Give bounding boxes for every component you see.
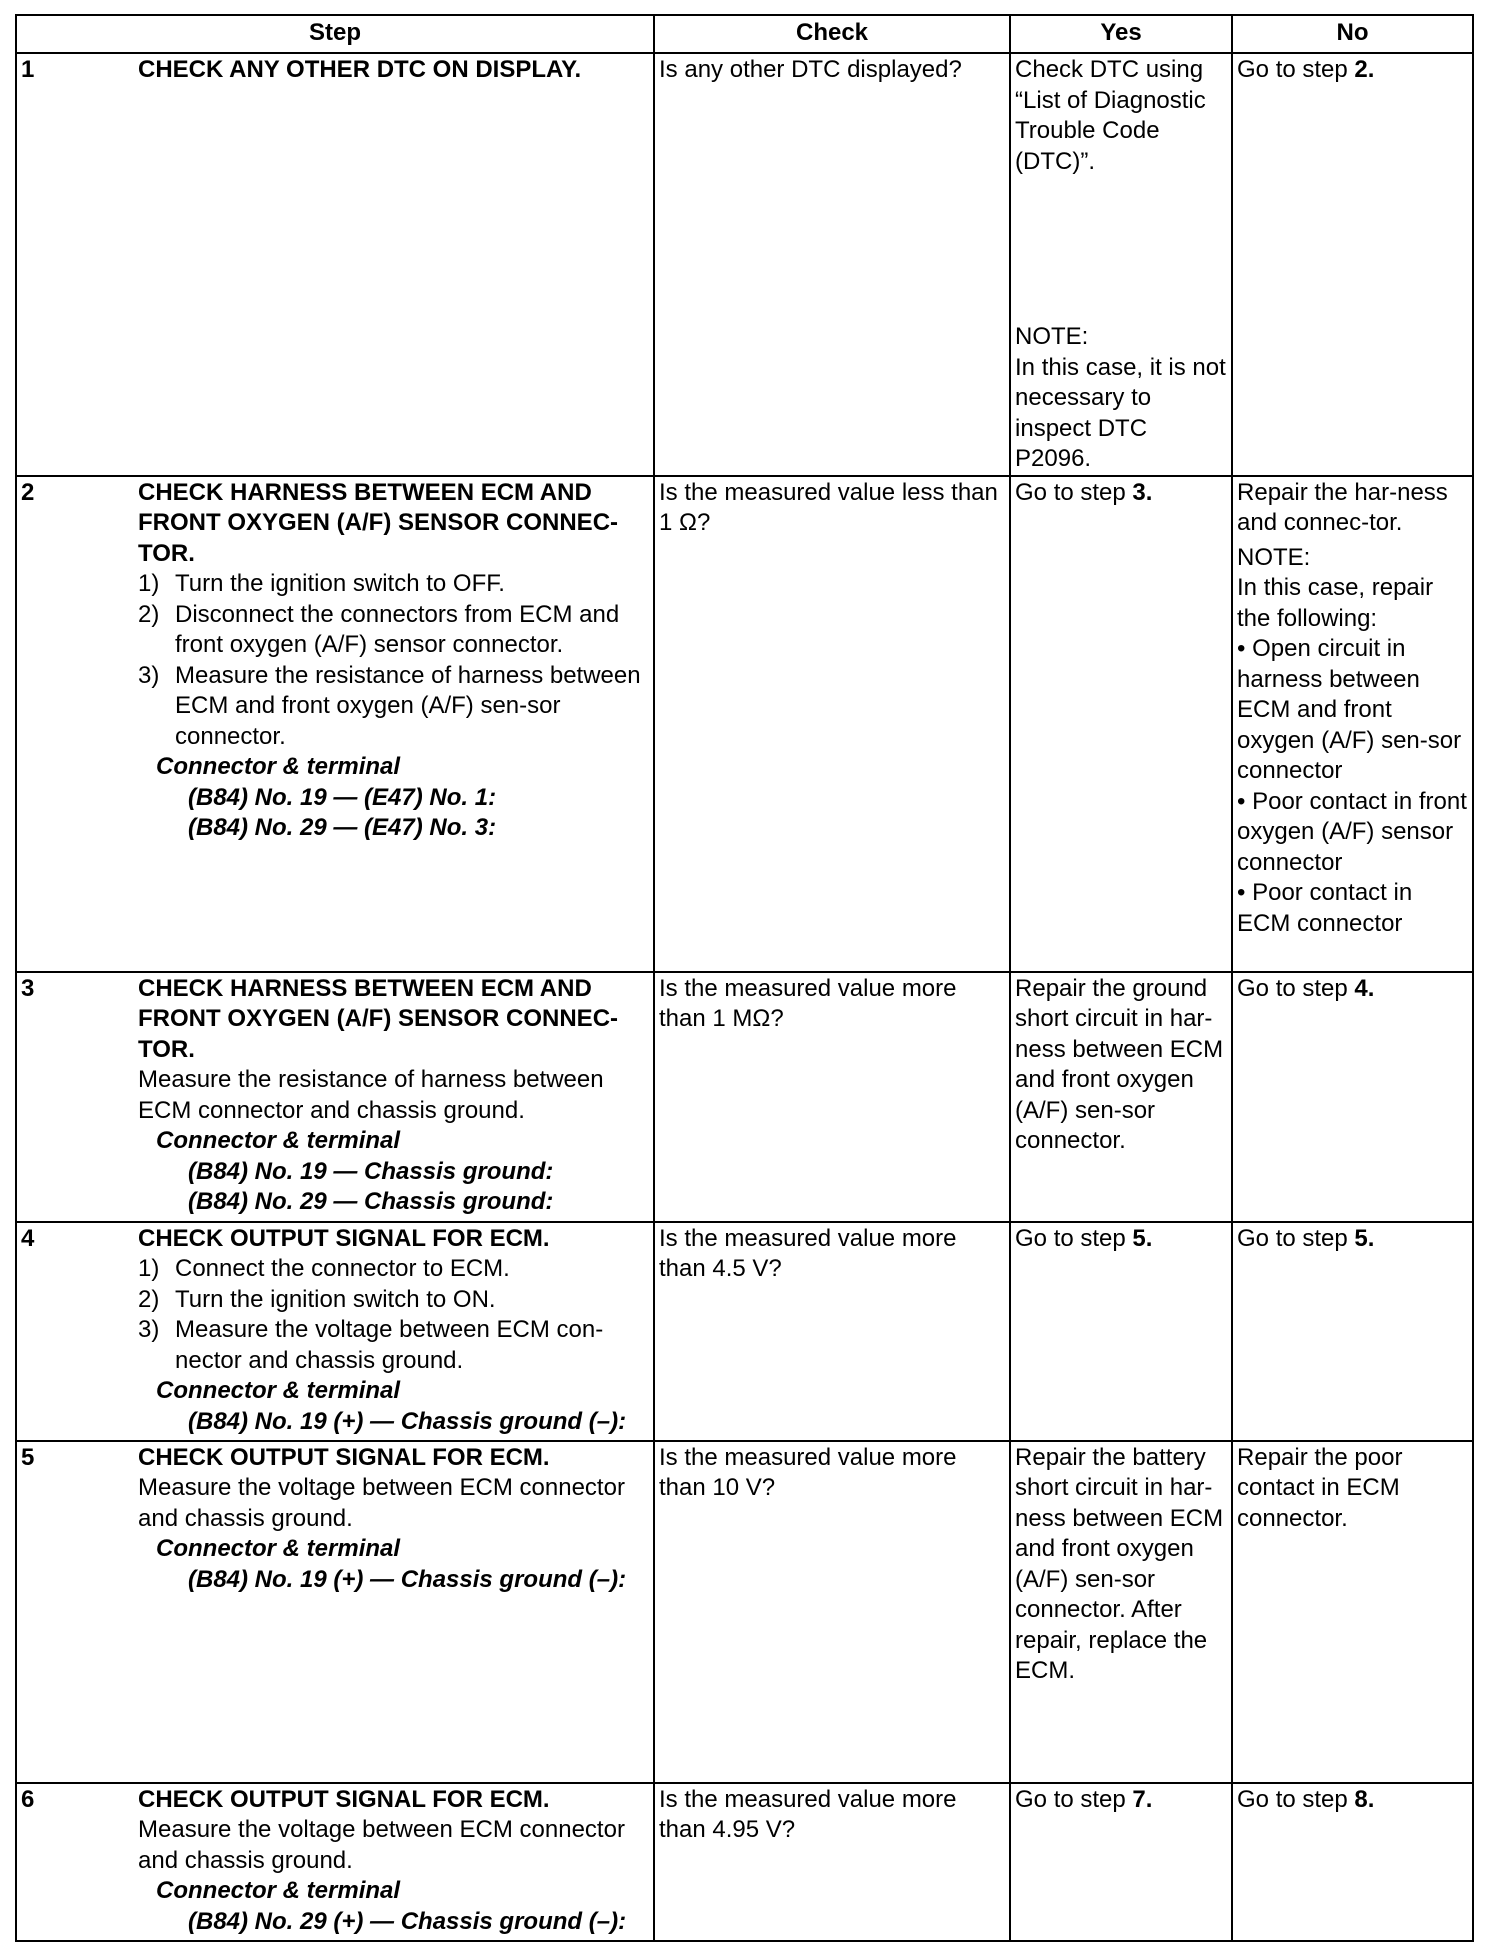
no-cell (1232, 476, 1473, 972)
yes-step-ref: 3. (1132, 478, 1153, 506)
step-number: 2 (16, 476, 134, 972)
step-description: Measure the voltage between ECM connector and chassis ground. (138, 1816, 625, 1874)
check-cell: Is the measured value more than 1 MΩ? (654, 972, 1010, 1222)
step-cell (134, 1222, 654, 1441)
no-prefix: Go to step (1237, 974, 1355, 1002)
yes-cell (1010, 476, 1232, 972)
table-row-step-6 (16, 1783, 1473, 1941)
connector-spec: (B84) No. 29 (+) — Chassis ground (–): (188, 1907, 627, 1935)
check-cell: Is the measured value more than 10 V? (654, 1441, 1010, 1783)
no-step-ref: 8. (1354, 1785, 1375, 1813)
diagnostic-table (15, 14, 1474, 1942)
header-check: Check (654, 15, 1010, 53)
step-title: CHECK HARNESS BETWEEN ECM AND FRONT OXYGEN (A/F) SENSOR CONNEC-TOR. (138, 974, 619, 1063)
step-title: CHECK OUTPUT SIGNAL FOR ECM. (138, 1785, 550, 1813)
no-prefix: Go to step (1237, 1224, 1355, 1252)
yes-prefix: Go to step (1015, 1224, 1133, 1252)
table-row-step-5 (16, 1441, 1473, 1783)
table-row-step-3 (16, 972, 1473, 1222)
yes-step-ref: 7. (1132, 1785, 1153, 1813)
step-title: CHECK OUTPUT SIGNAL FOR ECM. (138, 1443, 550, 1471)
procedure-item: 2) Disconnect the connectors from ECM and front oxygen (A/F) sensor connector. (138, 600, 620, 658)
no-step-ref: 2. (1354, 56, 1375, 83)
yes-cell (1010, 1783, 1232, 1941)
no-cell (1232, 53, 1473, 476)
no-note-text: In this case, repair the following: (1237, 574, 1434, 632)
yes-cell (1010, 1222, 1232, 1441)
step-description: Measure the resistance of harness between ECM connector and chassis ground. (138, 1066, 604, 1124)
table-header-row (16, 15, 1473, 53)
yes-cell: Repair the ground short circuit in har-ness between ECM and front oxygen (A/F) sen-sor connector. (1010, 972, 1232, 1222)
connector-heading: Connector & terminal (156, 1127, 401, 1154)
step-cell (134, 972, 654, 1222)
procedure-item: 3) Measure the resistance of harness between ECM and front oxygen (A/F) sen-sor connector. (138, 661, 641, 750)
no-bullet-item: • Poor contact in front oxygen (A/F) sensor connector (1237, 787, 1467, 876)
step-number: 5 (16, 1441, 134, 1783)
connector-heading: Connector & terminal (156, 1377, 401, 1404)
step-cell (134, 476, 654, 972)
connector-heading: Connector & terminal (156, 753, 401, 780)
step-cell (134, 53, 654, 476)
yes-note-heading: NOTE: (1015, 323, 1089, 350)
check-cell: Is the measured value more than 4.5 V? (654, 1222, 1010, 1441)
step-number: 4 (16, 1222, 134, 1441)
procedure-item: 1) Connect the connector to ECM. (138, 1255, 510, 1282)
step-number: 1 (16, 53, 134, 476)
procedure-list (138, 569, 649, 752)
connector-spec: (B84) No. 19 (+) — Chassis ground (–): (188, 1407, 627, 1435)
yes-prefix: Go to step (1015, 478, 1133, 506)
table-row-step-1 (16, 53, 1473, 476)
procedure-item: 2) Turn the ignition switch to ON. (138, 1285, 496, 1313)
connector-heading: Connector & terminal (156, 1535, 401, 1562)
diagnostic-procedure-document (15, 14, 1472, 1942)
no-step-ref: 5. (1354, 1224, 1375, 1252)
table-row-step-4 (16, 1222, 1473, 1441)
no-cell: Repair the poor contact in ECM connector. (1232, 1441, 1473, 1783)
yes-cell (1010, 53, 1232, 476)
step-title: CHECK OUTPUT SIGNAL FOR ECM. (138, 1224, 550, 1252)
header-yes: Yes (1010, 15, 1232, 53)
procedure-list (138, 1254, 649, 1376)
connector-spec: (B84) No. 19 — Chassis ground: (188, 1157, 554, 1185)
step-number: 6 (16, 1783, 134, 1941)
step-title: CHECK HARNESS BETWEEN ECM AND FRONT OXYGEN (A/F) SENSOR CONNEC-TOR. (138, 478, 619, 567)
no-note-heading: NOTE: (1237, 543, 1311, 571)
step-cell (134, 1441, 654, 1783)
connector-spec: (B84) No. 19 — (E47) No. 1: (188, 783, 497, 811)
step-description: Measure the voltage between ECM connector and chassis ground. (138, 1474, 625, 1532)
yes-cell: Repair the battery short circuit in har-ness between ECM and front oxygen (A/F) sen-sor connector. After repair, replace the ECM. (1010, 1441, 1232, 1783)
check-cell: Is any other DTC displayed? (654, 53, 1010, 476)
no-bullet-item: • Open circuit in harness between ECM and front oxygen (A/F) sen-sor connector (1237, 635, 1462, 784)
no-prefix: Go to step (1237, 1785, 1355, 1813)
connector-heading: Connector & terminal (156, 1877, 401, 1904)
connector-spec: (B84) No. 19 (+) — Chassis ground (–): (188, 1565, 627, 1593)
no-bullet-item: • Poor contact in ECM connector (1237, 879, 1413, 937)
yes-step-ref: 5. (1132, 1224, 1153, 1252)
no-cell (1232, 1222, 1473, 1441)
step-number: 3 (16, 972, 134, 1222)
no-text: Repair the har-ness and connec-tor. (1237, 478, 1448, 536)
connector-spec: (B84) No. 29 — (E47) No. 3: (188, 814, 497, 841)
no-cell (1232, 1783, 1473, 1941)
header-step: Step (16, 15, 654, 53)
no-cell (1232, 972, 1473, 1222)
yes-note-text: In this case, it is not necessary to inspect DTC P2096. (1015, 353, 1226, 472)
step-title: CHECK ANY OTHER DTC ON DISPLAY. (138, 56, 582, 83)
header-no: No (1232, 15, 1473, 53)
no-prefix: Go to step (1237, 56, 1355, 83)
check-cell: Is the measured value more than 4.95 V? (654, 1783, 1010, 1941)
check-cell: Is the measured value less than 1 Ω? (654, 476, 1010, 972)
connector-spec: (B84) No. 29 — Chassis ground: (188, 1188, 554, 1215)
yes-text: Check DTC using “List of Diagnostic Trouble Code (DTC)”. (1015, 56, 1206, 175)
yes-prefix: Go to step (1015, 1785, 1133, 1813)
no-step-ref: 4. (1354, 974, 1375, 1002)
table-row-step-2 (16, 476, 1473, 972)
step-cell (134, 1783, 654, 1941)
procedure-item: 1) Turn the ignition switch to OFF. (138, 570, 505, 597)
procedure-item: 3) Measure the voltage between ECM con-nector and chassis ground. (138, 1316, 604, 1374)
